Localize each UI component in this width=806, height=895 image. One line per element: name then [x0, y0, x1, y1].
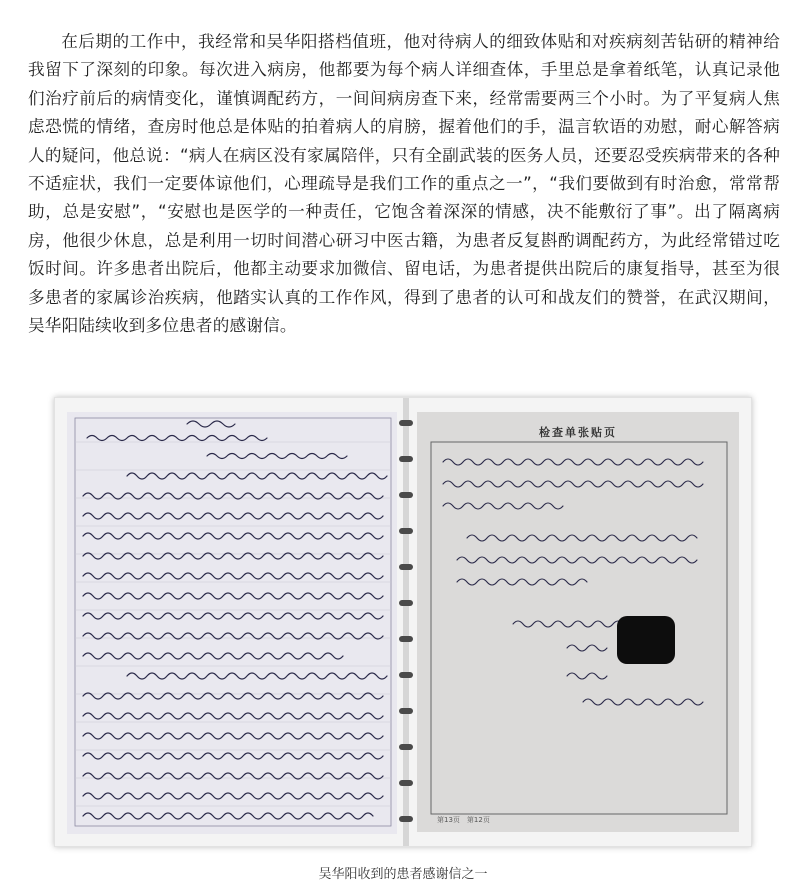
- inspection-sheet-photo: [417, 412, 739, 832]
- article-paragraph: 在后期的工作中，我经常和吴华阳搭档值班，他对待病人的细致体贴和对疾病刻苦钻研的精神给我留下了深刻的印象。每次进入病房，他都要为每个病人详细查体，手里总是拿着纸笔，认真记录他们治疗前后的病情变化，谨慎调配药方，一间间病房查下来，经常需要两三个小时。为了平复病人焦虑恐慌的情绪，查房时他总是体贴的拍着病人的肩膀，握着他们的手，温言软语的劝慰，耐心解答病人的疑问，他总说：“病人在病区没有家属陪伴，只有全副武装的医务人员，还要忍受疾病带来的各种不适症状，我们一定要体谅他们，心理疏导是我们工作的重点之一”，“我们要做到有时治愈，常常帮助，总是安慰”，“安慰也是医学的一种责任，它饱含着深深的情感，决不能敷衍了事”。出了隔离病房，他很少休息，总是利用一切时间潜心研习中医古籍，为患者反复斟酌调配药方，为此经常错过吃饭时间。许多患者出院后，他都主动要求加微信、留电话，为患者提供出院后的康复指导，甚至为很多患者的家属诊治疾病，他踏实认真的工作作风，得到了患者的认可和战友们的赞誉，在武汉期间，吴华阳陆续收到多位患者的感谢信。: [28, 32, 780, 336]
- binder-rings: [397, 398, 415, 846]
- page-number: 第13页 第12页: [437, 816, 490, 824]
- redacted-signature: [617, 616, 675, 664]
- figure-caption: 吴华阳收到的患者感谢信之一: [318, 867, 488, 882]
- form-header: 检查单张贴页: [539, 426, 617, 439]
- binder-ring-icons: [397, 398, 415, 846]
- handwritten-letter-image: [67, 412, 397, 834]
- handwritten-letter-photo: [67, 412, 397, 834]
- inspection-sheet-image: [417, 412, 739, 832]
- thank-you-letter-figure: [54, 397, 752, 847]
